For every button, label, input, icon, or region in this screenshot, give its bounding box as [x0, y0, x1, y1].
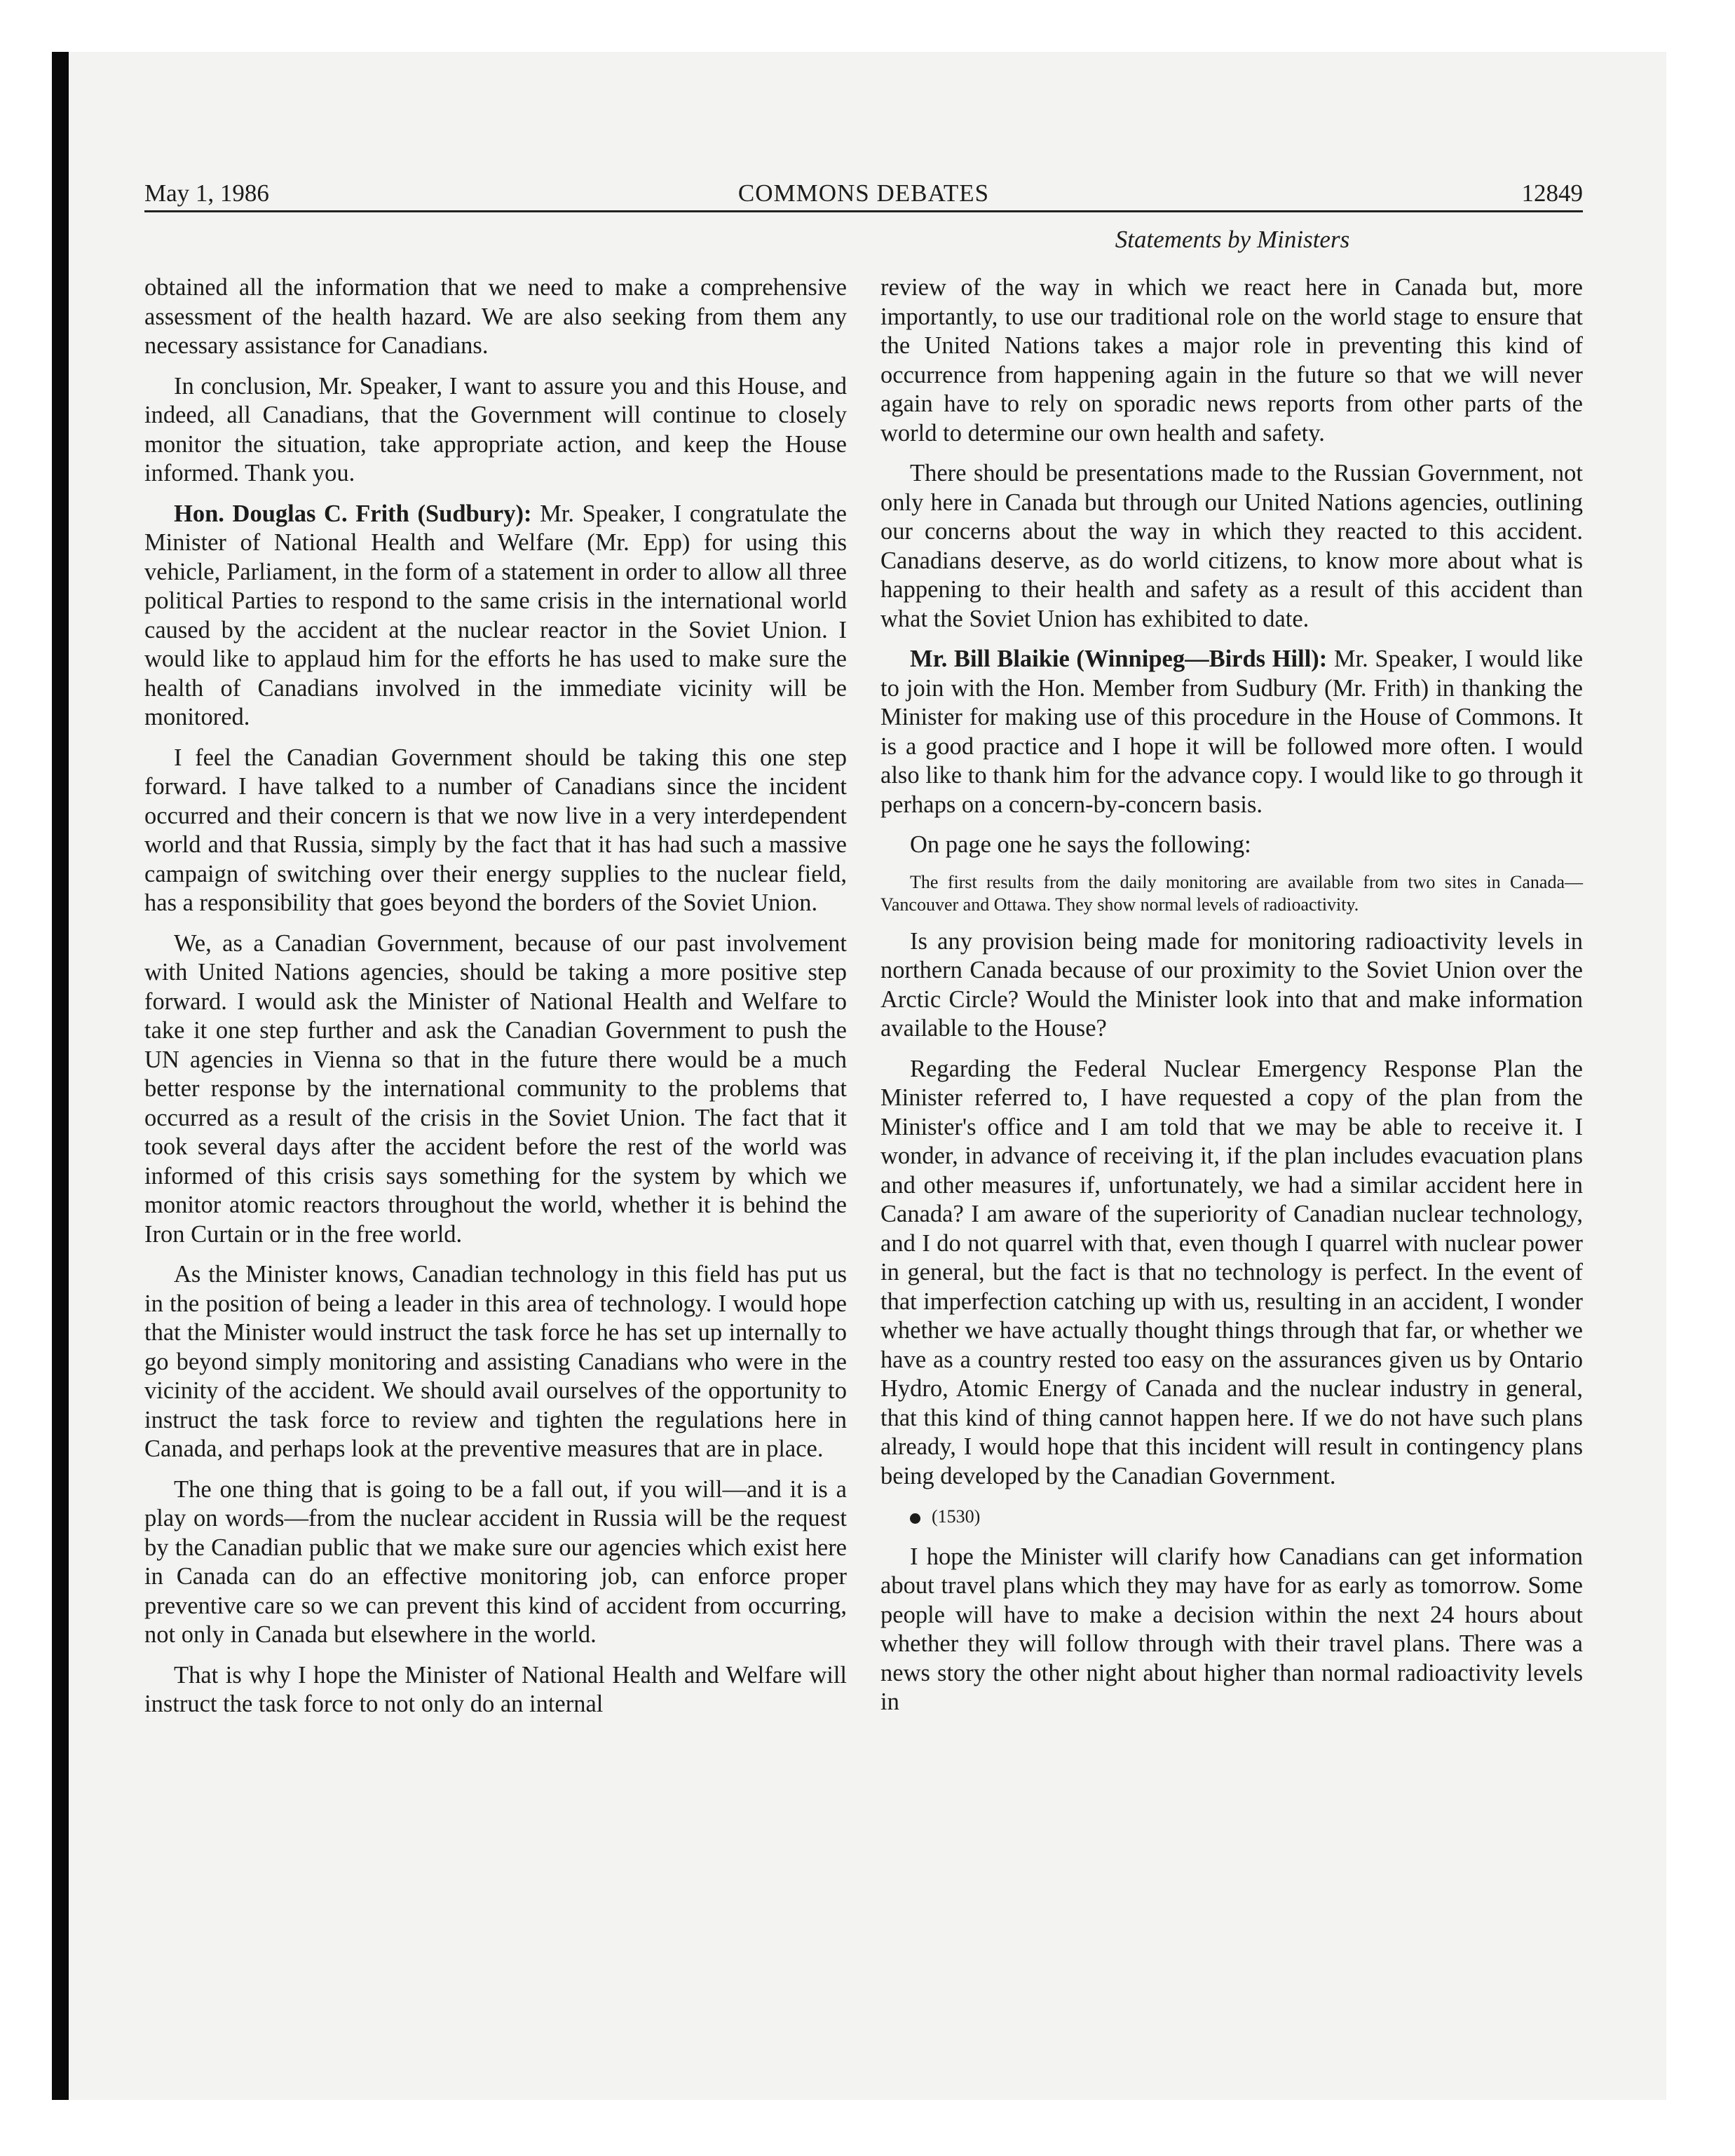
paragraph: review of the way in which we react here in Canada but, more importantly, to use our traditional role on the world stage to ensure that the United Nations takes a major role in preventing this kind of occurrence from happening again in the future so that we will never again have to rely on sporadic news reports from other parts of the world to determine our own health and safety. — [880, 274, 1583, 446]
section-title: Statements by Ministers — [1115, 226, 1350, 253]
bullet-icon — [910, 1513, 920, 1524]
paragraph: Regarding the Federal Nuclear Emergency Response Plan the Minister referred to, I have requested a copy of the plan from the Minister's office and I am told that we may be able to receive it. I wonder, in advance of receiving it, if the plan includes evacuation plans and other measures if, unfortunately, we had a similar accident here in Canada? I am aware of the superiority of Canadian nuclear technology, and I do not quarrel with that, even though I quarrel with nuclear power in general, but the fact is that no technology is perfect. In the event of that imperfection catching up with us, resulting in an accident, I wonder whether we have actually thought things through that far, or whether we have as a country rested too easy on the assurances given us by Ontario Hydro, Atomic Energy of Canada and the nuclear industry in general, that this kind of thing cannot happen here. If we do not have such plans already, I would hope that this incident will result in contingency plans being developed by the Canadian Government. — [880, 1055, 1583, 1489]
paragraph: As the Minister knows, Canadian technology in this field has put us in the position of being a leader in this area of technology. I would hope that the Minister would instruct the task force he has set up internally to go beyond simply monitoring and assisting Canadians who were in the vicinity of the accident. We should avail ourselves of the opportunity to instruct the task force to review and tighten the regulations here in Canada, and perhaps look at the preventive measures that are in place. — [144, 1261, 847, 1462]
time-marker-text: (1530) — [932, 1506, 981, 1527]
time-marker — [880, 1502, 1583, 1531]
paragraph: We, as a Canadian Government, because of our past involvement with United Nations agencies, should be taking a more positive step forward. I would ask the Minister of National Health and Welfare to take it one step further and ask the Canadian Government to push the UN agencies in Vienna so that in the future there would be a much better response by the international community to the problems that occurred as a result of the crisis in the Soviet Union. The fact that it took several days after the accident before the rest of the world was informed of this crisis says something for the system by which we monitor atomic reactors throughout the world, whether it is behind the Iron Curtain or in the free world. — [144, 929, 847, 1248]
left-column — [144, 273, 847, 1731]
paragraph: Is any provision being made for monitoring radioactivity levels in northern Canada because of our proximity to the Soviet Union over the Arctic Circle? Would the Minister look into that and make information available to the House? — [880, 927, 1583, 1042]
paragraph: I feel the Canadian Government should be taking this one step forward. I have talked to a number of Canadians since the incident occurred and their concern is that we now live in a very interdependent world and that Russia, simply by the fact that it has had such a massive campaign of switching over their energy supplies to the nuclear field, has a responsibility that goes beyond the borders of the Soviet Union. — [144, 744, 847, 916]
page-number: 12849 — [1521, 179, 1583, 207]
paragraph — [880, 645, 1583, 819]
publication-title: COMMONS DEBATES — [737, 179, 990, 207]
paragraph: I hope the Minister will clarify how Canadians can get information about travel plans which they may have for as early as tomorrow. Some people will have to make a decision within the next 24 hours about whether they will follow through with their travel plans. There was a news story the other night about higher than normal radioactivity levels in — [880, 1543, 1583, 1715]
running-header — [144, 174, 1583, 212]
speaker-name: Hon. Douglas C. Frith (Sudbury): — [174, 500, 532, 527]
header-date: May 1, 1986 — [144, 179, 269, 207]
paragraph: On page one he says the following: — [910, 831, 1251, 858]
speaker-name: Mr. Bill Blaikie (Winnipeg—Birds Hill): — [910, 646, 1328, 672]
paragraph: The one thing that is going to be a fall out, if you will—and it is a play on words—from the nuclear accident in Russia will be the request by the Canadian public that we make sure our agencies which exist here in Canada can do an effective monitoring job, can enforce proper preventive care so we can prevent this kind of accident from occurring, not only in Canada but elsewhere in the world. — [144, 1475, 847, 1648]
right-column — [880, 273, 1583, 1728]
paragraph: In conclusion, Mr. Speaker, I want to assure you and this House, and indeed, all Canadians, that the Government will continue to closely monitor the situation, take appropriate action, and keep the House informed. Thank you. — [144, 372, 847, 486]
paragraph — [144, 500, 847, 732]
paragraph: There should be presentations made to the Russian Government, not only here in Canada but through our United Nations agencies, outlining our concerns about the way in which they reacted to this accident. Canadians deserve, as do world citizens, to know more about what is happening to their health and safety as a result of this accident than what the Soviet Union has exhibited to date. — [880, 460, 1583, 632]
paragraph: obtained all the information that we need to make a comprehensive assessment of the health hazard. We are also seeking from them any necessary assistance for Canadians. — [144, 274, 847, 359]
scan-edge — [52, 52, 69, 2100]
speech-text: Mr. Speaker, I would like to join with the Hon. Member from Sudbury (Mr. Frith) in thanking the Minister for making use of this procedure in the House of Commons. It is a good practice and I hope it will be followed more often. I would also like to thank him for the advance copy. I would like to go through it perhaps on a concern-by-concern basis. — [880, 646, 1584, 818]
paragraph: That is why I hope the Minister of National Health and Welfare will instruct the task force to not only do an internal — [144, 1661, 847, 1717]
speech-text: Mr. Speaker, I congratulate the Minister of National Health and Welfare (Mr. Epp) for using this vehicle, Parliament, in the form of a statement in order to allow all three political Parties to respond to the same crisis in the international world caused by the accident at the nuclear reactor in the Soviet Union. I would like to applaud him for the efforts he has used to make sure the health of Canadians involved in the immediate vicinity will be monitored. — [144, 500, 847, 730]
block-quote: The first results from the daily monitoring are available from two sites in Canada—Vancouver and Ottawa. They show normal levels of radioactivity. — [880, 871, 1583, 915]
